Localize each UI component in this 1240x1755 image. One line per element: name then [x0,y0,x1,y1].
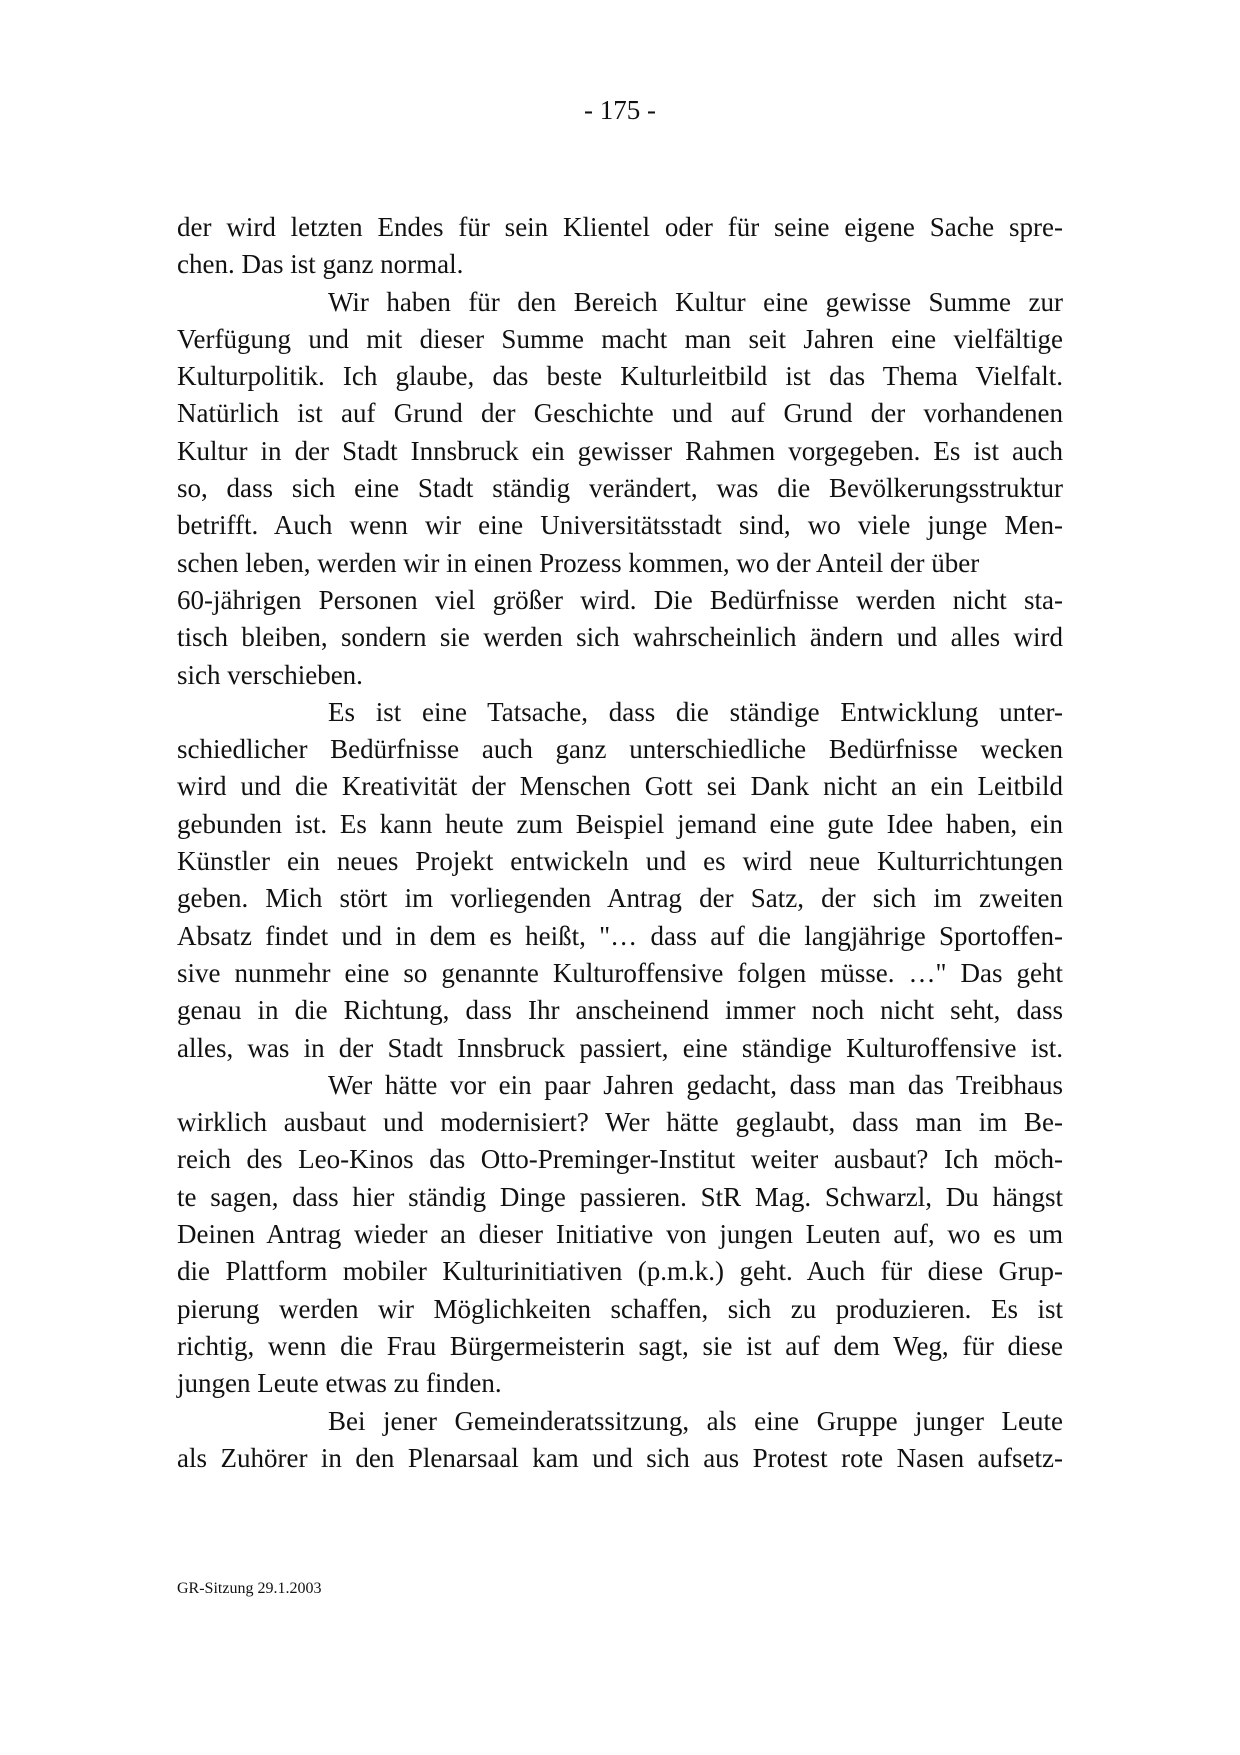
footer-session-date: GR-Sitzung 29.1.2003 [177,1580,322,1597]
text-line: tisch bleiben, sondern sie werden sich wahrscheinlich ändern und alles wird [177,622,1063,653]
text-line: so, dass sich eine Stadt ständig verändert, was die Bevölkerungsstruktur [177,473,1063,504]
text-line: 60-jährigen Personen viel größer wird. Die Bedürfnisse werden nicht sta- [177,584,1063,615]
text-line: Kulturpolitik. Ich glaube, das beste Kulturleitbild ist das Thema Vielfalt. [177,361,1063,392]
text-line: Wir haben für den Bereich Kultur eine gewisse Summe zur [328,286,1063,317]
text-line: Natürlich ist auf Grund der Geschichte und auf Grund der vorhandenen [177,398,1063,429]
text-line: geben. Mich stört im vorliegenden Antrag der Satz, der sich im zweiten [177,883,1063,914]
text-line: gebunden ist. Es kann heute zum Beispiel jemand eine gute Idee haben, ein [177,808,1063,839]
text-line: betrifft. Auch wenn wir eine Universitätsstadt sind, wo viele junge Men- [177,510,1063,541]
body-text [177,209,1063,1477]
text-line: Verfügung und mit dieser Summe macht man seit Jahren eine vielfältige [177,323,1063,354]
text-line: genau in die Richtung, dass Ihr anscheinend immer noch nicht seht, dass [177,995,1063,1026]
text-line: als Zuhörer in den Plenarsaal kam und sich aus Protest rote Nasen aufsetz- [177,1442,1063,1473]
text-line: wirklich ausbaut und modernisiert? Wer hätte geglaubt, dass man im Be- [177,1107,1063,1138]
text-line: Künstler ein neues Projekt entwickeln und es wird neue Kulturrichtungen [177,846,1063,877]
text-line: wird und die Kreativität der Menschen Gott sei Dank nicht an ein Leitbild [177,771,1063,802]
text-line: die Plattform mobiler Kulturinitiativen (p.m.k.) geht. Auch für diese Grup- [177,1256,1063,1287]
page-number: - 175 - [584,95,656,125]
text-line: schiedlicher Bedürfnisse auch ganz unterschiedliche Bedürfnisse wecken [177,734,1063,765]
text-line: schen leben, werden wir in einen Prozess kommen, wo der Anteil der über [177,547,980,578]
text-line: Bei jener Gemeinderatssitzung, als eine Gruppe junger Leute [328,1405,1063,1436]
text-line: Absatz findet und in dem es heißt, "… dass auf die langjährige Sportoffen- [177,920,1063,951]
text-line: Wer hätte vor ein paar Jahren gedacht, dass man das Treibhaus [328,1069,1063,1100]
text-line: sich verschieben. [177,659,363,690]
text-line: pierung werden wir Möglichkeiten schaffen, sich zu produzieren. Es ist [177,1293,1063,1324]
text-line: te sagen, dass hier ständig Dinge passieren. StR Mag. Schwarzl, Du hängst [177,1181,1063,1212]
text-line: der wird letzten Endes für sein Klientel oder für seine eigene Sache spre- [177,212,1063,242]
text-line: sive nunmehr eine so genannte Kulturoffensive folgen müsse. …" Das geht [177,957,1063,988]
text-line: richtig, wenn die Frau Bürgermeisterin sagt, sie ist auf dem Weg, für diese [177,1330,1063,1361]
text-line: Deinen Antrag wieder an dieser Initiative von jungen Leuten auf, wo es um [177,1219,1063,1250]
text-line: Kultur in der Stadt Innsbruck ein gewisser Rahmen vorgegeben. Es ist auch [177,435,1063,466]
text-line: chen. Das ist ganz normal. [177,249,464,280]
text-line: alles, was in der Stadt Innsbruck passiert, eine ständige Kulturoffensive ist. [177,1032,1063,1063]
text-line: reich des Leo-Kinos das Otto-Preminger-Institut weiter ausbaut? Ich möch- [177,1144,1063,1175]
text-line: Es ist eine Tatsache, dass die ständige Entwicklung unter- [328,696,1063,727]
text-line: jungen Leute etwas zu finden. [177,1368,502,1399]
